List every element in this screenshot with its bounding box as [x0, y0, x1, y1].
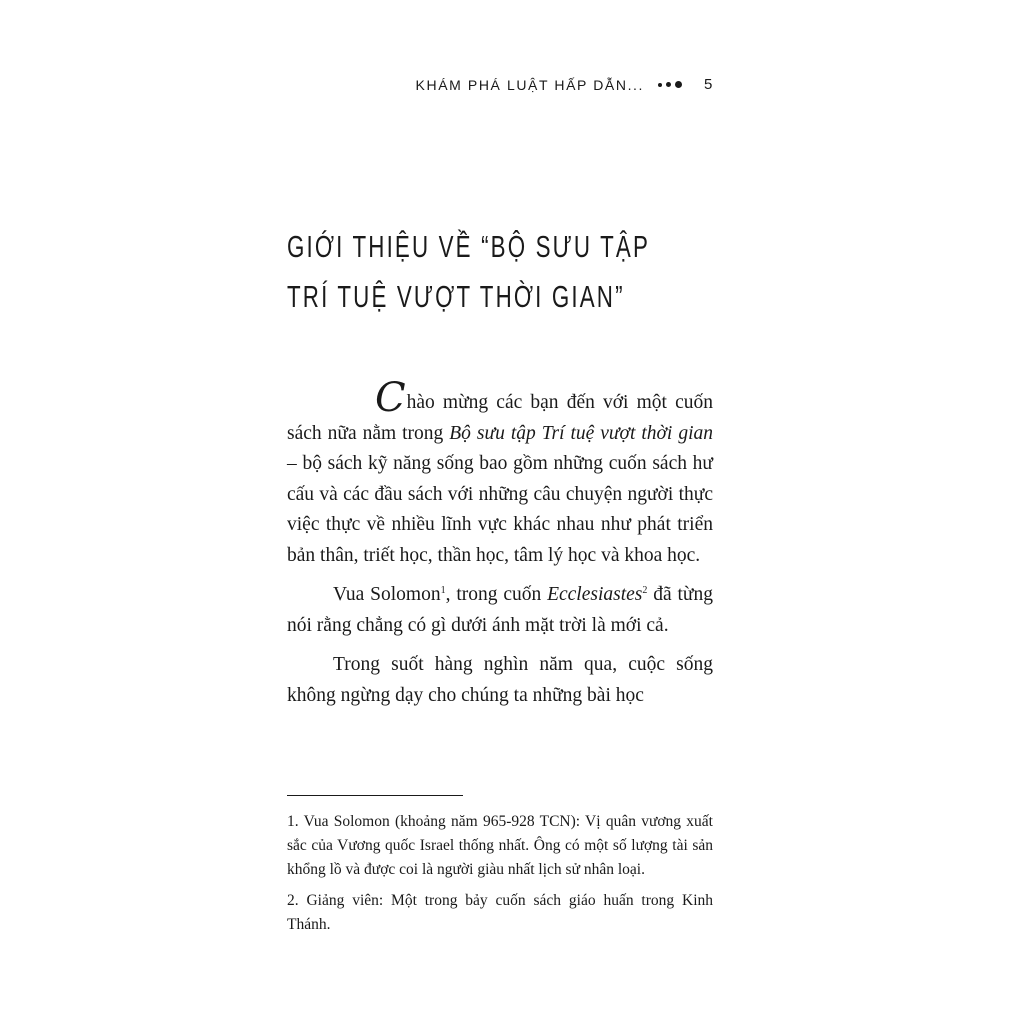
paragraph-2-text-b: , trong cuốn	[445, 584, 548, 605]
ornament-dots-icon	[658, 81, 682, 88]
footnote-2: 2. Giảng viên: Một trong bảy cuốn sách giáo huấn trong Kinh Thánh.	[287, 892, 713, 933]
book-title-italic: Ecclesiastes	[547, 584, 643, 605]
paragraph-3	[287, 650, 713, 711]
footnote-divider	[287, 795, 463, 796]
paragraph-3-text: Trong suốt hàng nghìn năm qua, cuộc sống không ngừng dạy cho chúng ta những bài học	[287, 654, 713, 706]
chapter-title-line-2: TRÍ TUỆ VƯỢT THỜI GIAN”	[287, 279, 625, 314]
paragraph-1-text-b: – bộ sách kỹ năng sống bao gồm những cuốn sách hư cấu và các đầu sách với những câu chuyện người thực việc thực về nhiều lĩnh vực khác nhau như phát triển bản thân, triết học, thần học, tâm lý học và khoa học.	[287, 453, 713, 566]
body-text	[287, 375, 713, 720]
footnotes	[287, 810, 713, 944]
paragraph-2-text-a: Vua Solomon	[333, 584, 441, 605]
paragraph-2-text-c: đã từng nói rằng chẳng có gì dưới ánh mặt trời là mới cả.	[287, 584, 713, 636]
chapter-title-line-1: GIỚI THIỆU VỀ “BỘ SƯU TẬP	[287, 229, 650, 264]
running-header-title: KHÁM PHÁ LUẬT HẤP DẪN...	[415, 76, 645, 93]
footnote-1: 1. Vua Solomon (khoảng năm 965-928 TCN): Vị quân vương xuất sắc của Vương quốc Israel thống nhất. Ông có một số lượng tài sản khổng lồ và được coi là người giàu nhất lịch sử nhân loại.	[287, 813, 713, 878]
series-title-italic: Bộ sưu tập Trí tuệ vượt thời gian	[449, 422, 713, 444]
page-number: 5	[704, 76, 714, 93]
running-header	[416, 76, 714, 93]
paragraph-2	[287, 580, 713, 641]
footnote-ref-2[interactable]: 2	[642, 585, 648, 596]
drop-cap: C	[375, 375, 406, 421]
chapter-title	[287, 222, 650, 322]
footnote-ref-1[interactable]: 1	[440, 585, 446, 596]
paragraph-1	[287, 375, 713, 571]
paragraph-1-text-a: hào mừng các bạn đến với một cuốn sách nữa nằm trong	[287, 392, 713, 444]
